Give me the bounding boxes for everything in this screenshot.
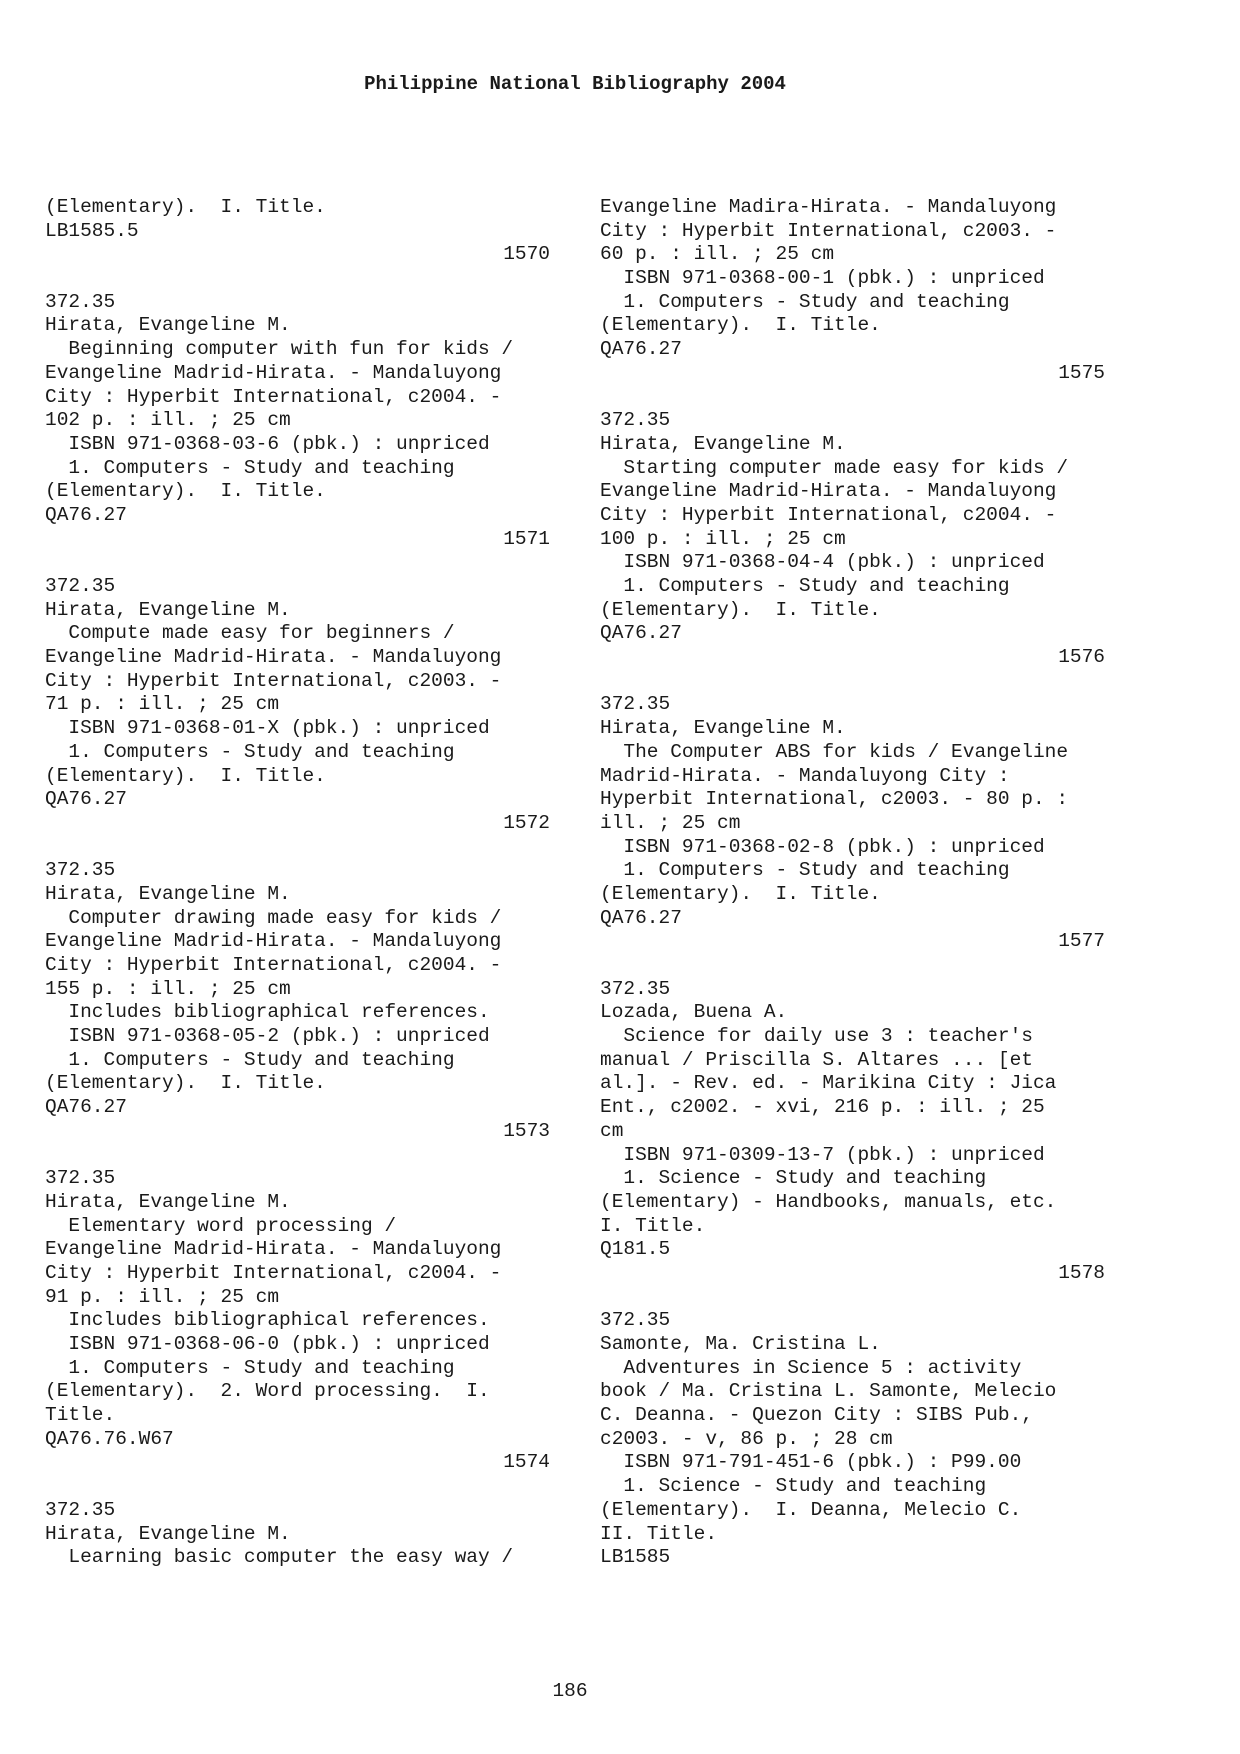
record-line: ISBN 971-0368-06-0 (pbk.) : unpriced — [45, 1333, 490, 1355]
blank-line — [600, 1286, 1105, 1310]
record-line: Ent., c2002. - xvi, 216 p. : ill. ; 25 — [600, 1096, 1045, 1119]
record-line: Evangeline Madrid-Hirata. - Mandaluyong — [45, 361, 502, 384]
record-line: 372.35 — [45, 859, 116, 882]
record-line: 100 p. : ill. ; 25 cm — [600, 527, 846, 550]
record-line: Computer drawing made easy for kids / — [45, 906, 502, 929]
record-line: Evangeline Madira-Hirata. - Mandaluyong — [600, 196, 1057, 218]
record-line: ISBN 971-0309-13-7 (pbk.) : unpriced — [600, 1143, 1045, 1166]
entry-number: 1576 — [1058, 646, 1105, 669]
record-line: Hirata, Evangeline M. — [45, 314, 291, 337]
record-line: 1. Computers - Study and teaching — [600, 859, 1010, 882]
right-column — [600, 196, 1105, 1570]
record-line: Elementary word processing / — [45, 1214, 397, 1237]
record-line: City : Hyperbit International, c2004. - — [45, 954, 502, 976]
record-line: book / Ma. Cristina L. Samonte, Melecio — [600, 1380, 1057, 1403]
record-line: cm — [600, 1119, 624, 1142]
record-line: Evangeline Madrid-Hirata. - Mandaluyong — [45, 930, 502, 953]
entry-number: 1574 — [503, 1451, 550, 1474]
left-column — [45, 196, 550, 1570]
record-line: 1. Computers - Study and teaching — [45, 456, 455, 479]
blank-line — [45, 267, 550, 291]
blank-line — [600, 386, 1105, 410]
record-line: (Elementary). I. Title. — [45, 480, 326, 503]
record-line: 1. Science - Study and teaching — [600, 1167, 987, 1190]
record-line: ISBN 971-0368-01-X (pbk.) : unpriced — [45, 717, 490, 740]
record-line: 372.35 — [600, 693, 671, 716]
record-line: 91 p. : ill. ; 25 cm — [45, 1285, 280, 1308]
record-line: City : Hyperbit International, c2004. - — [45, 385, 502, 408]
record-line: 60 p. : ill. ; 25 cm — [600, 243, 835, 266]
record-line: 372.35 — [600, 409, 671, 432]
record-line: Hirata, Evangeline M. — [600, 717, 846, 740]
entry-number: 1577 — [1058, 930, 1105, 953]
record-line: Title. — [45, 1404, 116, 1427]
record-line: Beginning computer with fun for kids / — [45, 338, 514, 361]
record-line: ISBN 971-0368-00-1 (pbk.) : unpriced — [600, 267, 1045, 290]
record-line: QA76.27 — [45, 1096, 127, 1119]
record-line: 1. Computers - Study and teaching — [45, 740, 455, 763]
record-line: (Elementary). I. Title. — [45, 196, 326, 218]
record-line: 372.35 — [45, 290, 116, 313]
record-line: Samonte, Ma. Cristina L. — [600, 1333, 881, 1355]
record-line: Science for daily use 3 : teacher's — [600, 1025, 1033, 1048]
record-line: LB1585 — [600, 1546, 671, 1569]
record-line: Madrid-Hirata. - Mandaluyong City : — [600, 764, 1010, 787]
record-line: ISBN 971-791-451-6 (pbk.) : P99.00 — [600, 1451, 1022, 1474]
record-line: Hirata, Evangeline M. — [600, 432, 846, 455]
page-number: 186 — [552, 1680, 588, 1702]
entry-number: 1572 — [503, 811, 550, 834]
record-line: (Elementary). I. Title. — [45, 764, 326, 787]
record-line: Adventures in Science 5 : activity — [600, 1356, 1022, 1379]
entry-number: 1573 — [503, 1119, 550, 1142]
entry-number: 1578 — [1058, 1261, 1105, 1284]
blank-line — [45, 1144, 550, 1168]
record-line: ISBN 971-0368-03-6 (pbk.) : unpriced — [45, 432, 490, 455]
record-line: City : Hyperbit International, c2003. - — [45, 669, 502, 692]
blank-line — [45, 551, 550, 575]
record-line: City : Hyperbit International, c2004. - — [600, 503, 1057, 526]
record-line: (Elementary). I. Title. — [600, 882, 881, 905]
record-line: 1. Computers - Study and teaching — [45, 1048, 455, 1071]
entry-number: 1571 — [503, 527, 550, 550]
record-line: QA76.76.W67 — [45, 1427, 174, 1450]
record-line: 372.35 — [45, 1498, 116, 1521]
record-line: QA76.27 — [600, 338, 682, 361]
record-line: Evangeline Madrid-Hirata. - Mandaluyong — [600, 480, 1057, 503]
record-line: Lozada, Buena A. — [600, 1001, 788, 1024]
record-line: ISBN 971-0368-02-8 (pbk.) : unpriced — [600, 835, 1045, 858]
record-line: QA76.27 — [45, 788, 127, 811]
record-line: 1. Computers - Study and teaching — [600, 575, 1010, 597]
record-line: QA76.27 — [45, 503, 127, 526]
record-line: LB1585.5 — [45, 219, 139, 242]
record-line: manual / Priscilla S. Altares ... [et — [600, 1048, 1033, 1071]
record-line: Hirata, Evangeline M. — [45, 598, 291, 621]
record-line: 155 p. : ill. ; 25 cm — [45, 977, 291, 1000]
record-line: Q181.5 — [600, 1238, 671, 1261]
record-line: (Elementary). I. Title. — [600, 598, 881, 621]
record-line: 102 p. : ill. ; 25 cm — [45, 409, 291, 432]
record-line: Starting computer made easy for kids / — [600, 456, 1069, 479]
record-line: QA76.27 — [600, 622, 682, 645]
record-line: Hirata, Evangeline M. — [45, 1190, 291, 1213]
record-line: I. Title. — [600, 1214, 706, 1237]
record-line: QA76.27 — [600, 906, 682, 929]
record-line: Compute made easy for beginners / — [45, 622, 455, 645]
record-line: 372.35 — [45, 1167, 116, 1190]
record-line: City : Hyperbit International, c2004. - — [45, 1261, 502, 1284]
record-line: C. Deanna. - Quezon City : SIBS Pub., — [600, 1404, 1033, 1427]
blank-line — [45, 836, 550, 860]
record-line: 1. Computers - Study and teaching — [45, 1356, 455, 1379]
record-line: Hirata, Evangeline M. — [45, 1522, 291, 1545]
record-line: ill. ; 25 cm — [600, 811, 741, 834]
record-line: 1. Computers - Study and teaching — [600, 290, 1010, 313]
record-line: City : Hyperbit International, c2003. - — [600, 219, 1057, 242]
record-line: al.]. - Rev. ed. - Marikina City : Jica — [600, 1072, 1057, 1095]
blank-line — [600, 670, 1105, 694]
entry-number: 1570 — [503, 243, 550, 266]
record-line: II. Title. — [600, 1522, 718, 1545]
record-line: 71 p. : ill. ; 25 cm — [45, 693, 280, 716]
record-line: 372.35 — [600, 977, 671, 1000]
record-line: c2003. - v, 86 p. ; 28 cm — [600, 1427, 893, 1450]
record-line: Learning basic computer the easy way / — [45, 1546, 514, 1569]
record-line: The Computer ABS for kids / Evangeline — [600, 740, 1069, 763]
page-title: Philippine National Bibliography 2004 — [364, 73, 786, 95]
record-line: 372.35 — [45, 575, 116, 597]
blank-line — [45, 1475, 550, 1499]
record-line: (Elementary). I. Title. — [600, 314, 881, 337]
record-line: (Elementary). 2. Word processing. I. — [45, 1380, 490, 1403]
entry-number: 1575 — [1058, 361, 1105, 384]
record-line: Hirata, Evangeline M. — [45, 882, 291, 905]
record-line: Evangeline Madrid-Hirata. - Mandaluyong — [45, 646, 502, 669]
record-line: 372.35 — [600, 1309, 671, 1332]
record-line: (Elementary). I. Title. — [45, 1072, 326, 1095]
record-line: ISBN 971-0368-04-4 (pbk.) : unpriced — [600, 551, 1045, 574]
record-line: (Elementary) - Handbooks, manuals, etc. — [600, 1190, 1057, 1213]
record-line: Includes bibliographical references. — [45, 1309, 490, 1332]
record-line: (Elementary). I. Deanna, Melecio C. — [600, 1498, 1022, 1521]
record-line: Includes bibliographical references. — [45, 1001, 490, 1024]
blank-line — [600, 954, 1105, 978]
record-line: Hyperbit International, c2003. - 80 p. : — [600, 788, 1069, 811]
record-line: Evangeline Madrid-Hirata. - Mandaluyong — [45, 1238, 502, 1261]
record-line: 1. Science - Study and teaching — [600, 1475, 987, 1498]
record-line: ISBN 971-0368-05-2 (pbk.) : unpriced — [45, 1025, 490, 1048]
